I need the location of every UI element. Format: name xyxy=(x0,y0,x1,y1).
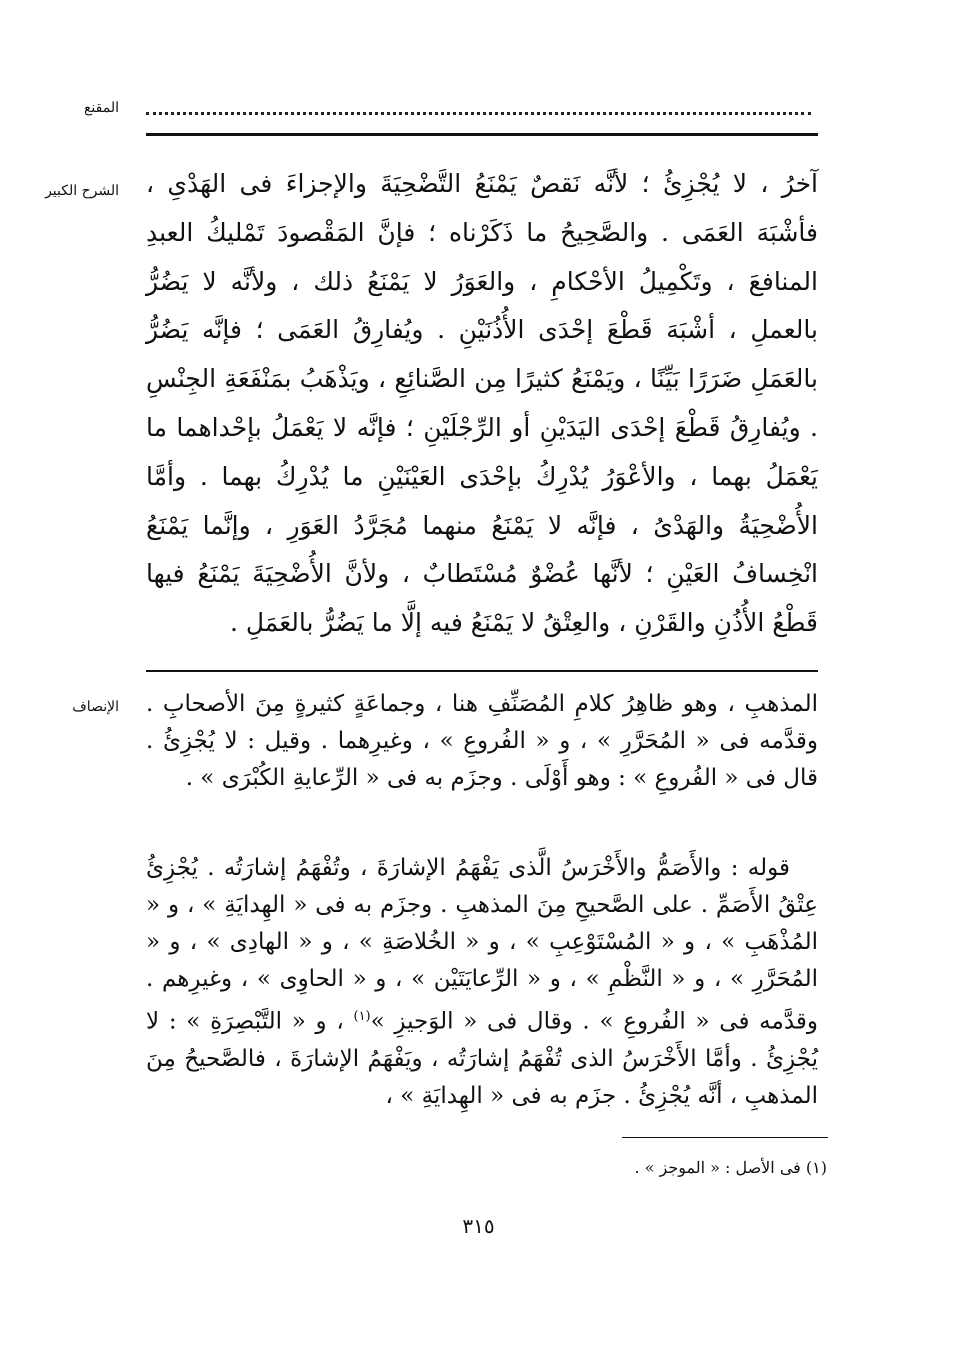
section-label-sharh-kabir: الشرح الكبير xyxy=(45,183,119,199)
insaf-paragraph-2 xyxy=(146,850,818,1115)
section-divider xyxy=(146,670,818,672)
sharh-kabir-text xyxy=(146,160,818,648)
page-number: ٣١٥ xyxy=(462,1214,495,1238)
footnote: (١) فى الأصل : « الموجز » . xyxy=(634,1158,827,1177)
insaf-text-first xyxy=(146,686,818,797)
insaf-text-second xyxy=(146,850,818,1115)
sharh-paragraph: آخرُ ، لا يُجْزِئُ ؛ لأنَّه نَقصٌ يَمْنَعُ التَّضْحِيَةَ والإجزاءَ فى الهَدْىِ ، فأشْبَهَ العَمَى . والصَّحِيحُ ما ذَكَرْناه ؛ فإنَّ المَقْصودَ تَمْليكُ العبدِ المنافعَ ، وتَكْمِيلُ الأحْكامِ ، والعَوَرُ لا يَمْنَعُ ذلك ، ولأنَّه لا يَضُرُّ بالعملِ ، أشْبَهَ قَطْعَ إحْدَى الأُذُنَيْنِ . ويُفارِقُ العَمَى ؛ فإنَّه يَضُرُّ بالعَمَلِ ضَرَرًا بَيِّنًا ، ويَمْنَعُ كثيرًا مِن الصَّنائِعِ ، ويَذْهَبُ بمَنْفَعَةِ الجِنْسِ . ويُفارِقُ قَطْعَ إحْدَى اليَدَيْنِ أو الرِّجْلَيْنِ ؛ فإنَّه لا يَعْمَلُ بإحْداهما ما يَعْمَلُ بهما ، والأعْوَرُ يُدْرِكُ بإحْدَى العَيْنَيْنِ ما يُدْرِكُ بهما . وأمَّا الأُضْحِيَةُ والهَدْىُ ، فإنَّه لا يَمْنَعُ منهما مُجَرَّدُ العَوَرِ ، وإنَّما يَمْنَعُ انْخِسافُ العَيْنِ ؛ لأنَّها عُضْوٌ مُسْتَطابٌ ، ولأنَّ الأُضْحِيَةَ يَمْنَعُ فيها قَطْعُ الأُذُنِ والقَرْنِ ، والعِتْقُ لا يَمْنَعُ فيه إلَّا ما يَضُرُّ بالعَمَلِ . xyxy=(146,169,818,638)
running-title: المقنع xyxy=(83,100,119,116)
insaf-paragraph-2-main: قوله : والأَصَمُّ والأَخْرَسُ الَّذى يَفْهَمُ الإشارَةَ ، وتُفْهَمُ إشارَتُه . يُجْزِئُ عِتْقُ الأَصَمِّ . على الصَّحيحِ مِنَ المذهبِ . وجزَم به فى « الهِدايَةِ » ، و « المُذْهَبِ » ، و « المُسْتَوْعِبِ » ، و « الخُلاصَةِ » ، و « الهادِى » ، و « المُحَرَّرِ » ، و « النَّظْمِ » ، و « الرِّعايَتَيْن » ، و « الحاوِى » ، وغيرِهم . وقدَّمه فى « الفُروعِ » . وقال فى « الوَجيزِ » xyxy=(146,855,818,1035)
footnote-rule xyxy=(622,1137,828,1138)
header-dotted-leader xyxy=(146,98,811,115)
insaf-paragraph-1: المذهبِ ، وهو ظاهِرُ كلامِ المُصَنِّفِ هنا ، وجماعَةٍ كثيرةٍ مِنَ الأصحابِ . وقدَّمه فى « المُحَرَّرِ » ، و « الفُروعِ » ، وغيرِهما . وقيل : لا يُجْزِئُ . قال فى « الفُروعِ » : وهو أَوْلَى . وجزَم به فى « الرِّعايةِ الكُبْرَى » . xyxy=(146,691,818,791)
footnote-reference[interactable]: (١) xyxy=(353,1009,371,1024)
insaf-paragraph-2-rest: ، و « التَّبْصِرَةِ » : لا يُجْزِئُ . وأمَّا الأَخْرَسُ الذى تُفْهَمُ إشارَتُه ، ويَفْهَمُ الإشارَةَ ، فالصَّحيحُ مِنَ المذهبِ ، أنَّه يُجْزِئُ . جزَم به فى « الهِدايَةِ » ، xyxy=(146,1008,818,1109)
header-rule xyxy=(146,133,818,136)
section-label-insaf: الإنصاف xyxy=(72,699,119,715)
